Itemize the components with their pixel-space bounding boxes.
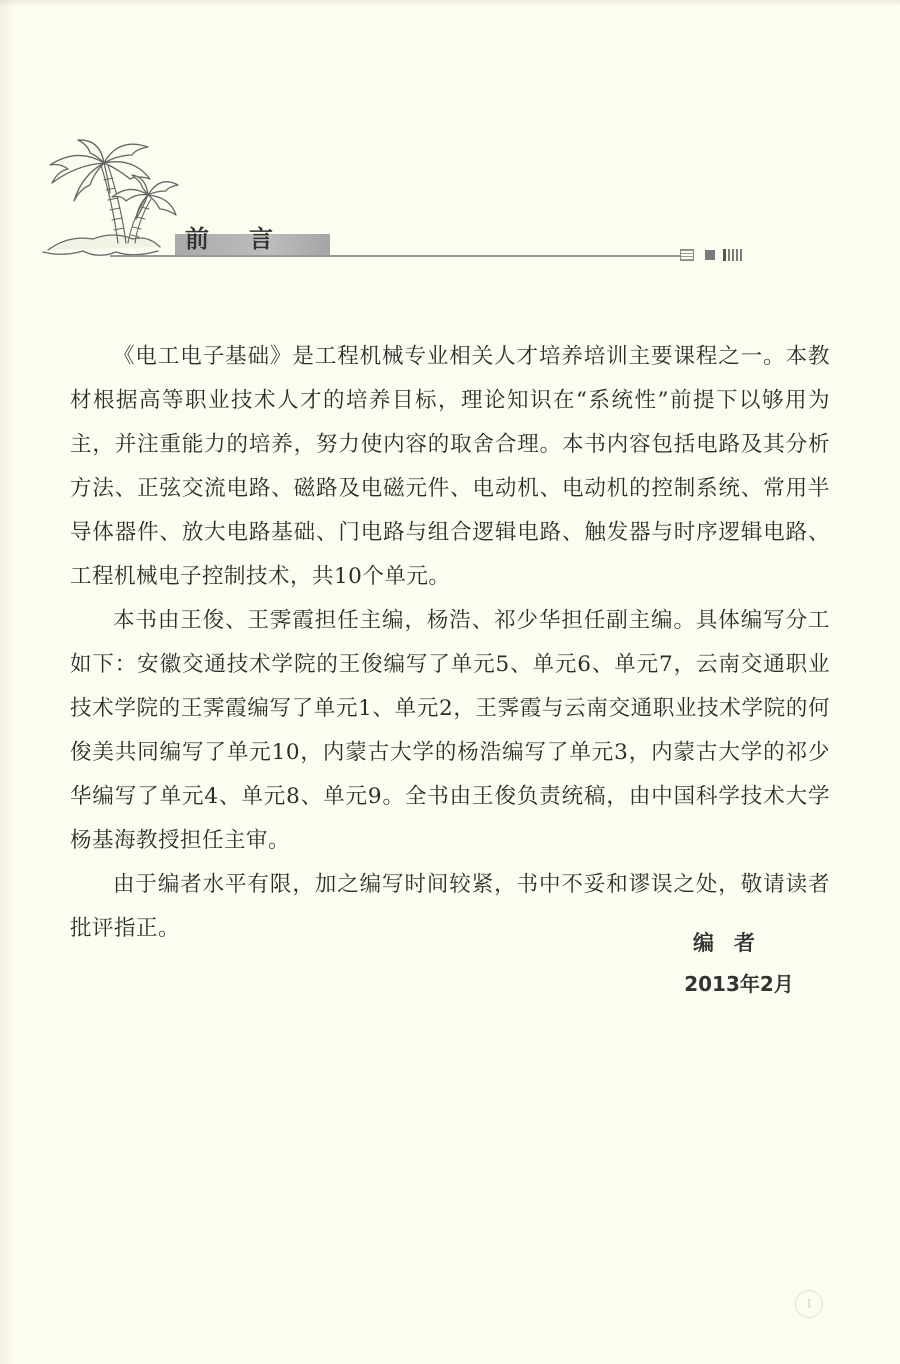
paragraph-authors: 本书由王俊、王霁霞担任主编，杨浩、祁少华担任副主编。具体编写分工如下：安徽交通技术学院的王俊编写了单元5、单元6、单元7，云南交通职业技术学院的王霁霞编写了单元1、单元2，王霁霞与云南交通职业技术学院的何俊美共同编写了单元10，内蒙古大学的杨浩编写了单元3，内蒙古大学的祁少华编写了单元4、单元8、单元9。全书由王俊负责统稿，由中国科学技术大学杨基海教授担任主审。	[70, 608, 830, 853]
page-number: Ⅰ	[795, 1290, 823, 1318]
signature-author: 编者	[693, 931, 775, 955]
signature-date: 2013年2月	[684, 972, 794, 996]
palm-tree-island-icon	[38, 135, 188, 260]
signature-block	[673, 925, 794, 1003]
paragraph-closing: 由于编者水平有限，加之编写时间较紧，书中不妥和谬误之处，敬请读者批评指正。	[70, 872, 830, 941]
page-title: 前言	[185, 225, 313, 253]
preface-body	[70, 335, 830, 951]
rule-ornament-icon	[680, 248, 742, 262]
paragraph-intro: 《电工电子基础》是工程机械专业相关人才培养培训主要课程之一。本教材根据高等职业技术人才的培养目标，理论知识在“系统性”前提下以够用为主，并注重能力的培养，努力使内容的取舍合理。本书内容包括电路及其分析方法、正弦交流电路、磁路及电磁元件、电动机、电动机的控制系统、常用半导体器件、放大电路基础、门电路与组合逻辑电路、触发器与时序逻辑电路、工程机械电子控制技术，共10个单元。	[70, 344, 830, 589]
section-header	[30, 135, 880, 265]
header-rule	[110, 255, 680, 257]
